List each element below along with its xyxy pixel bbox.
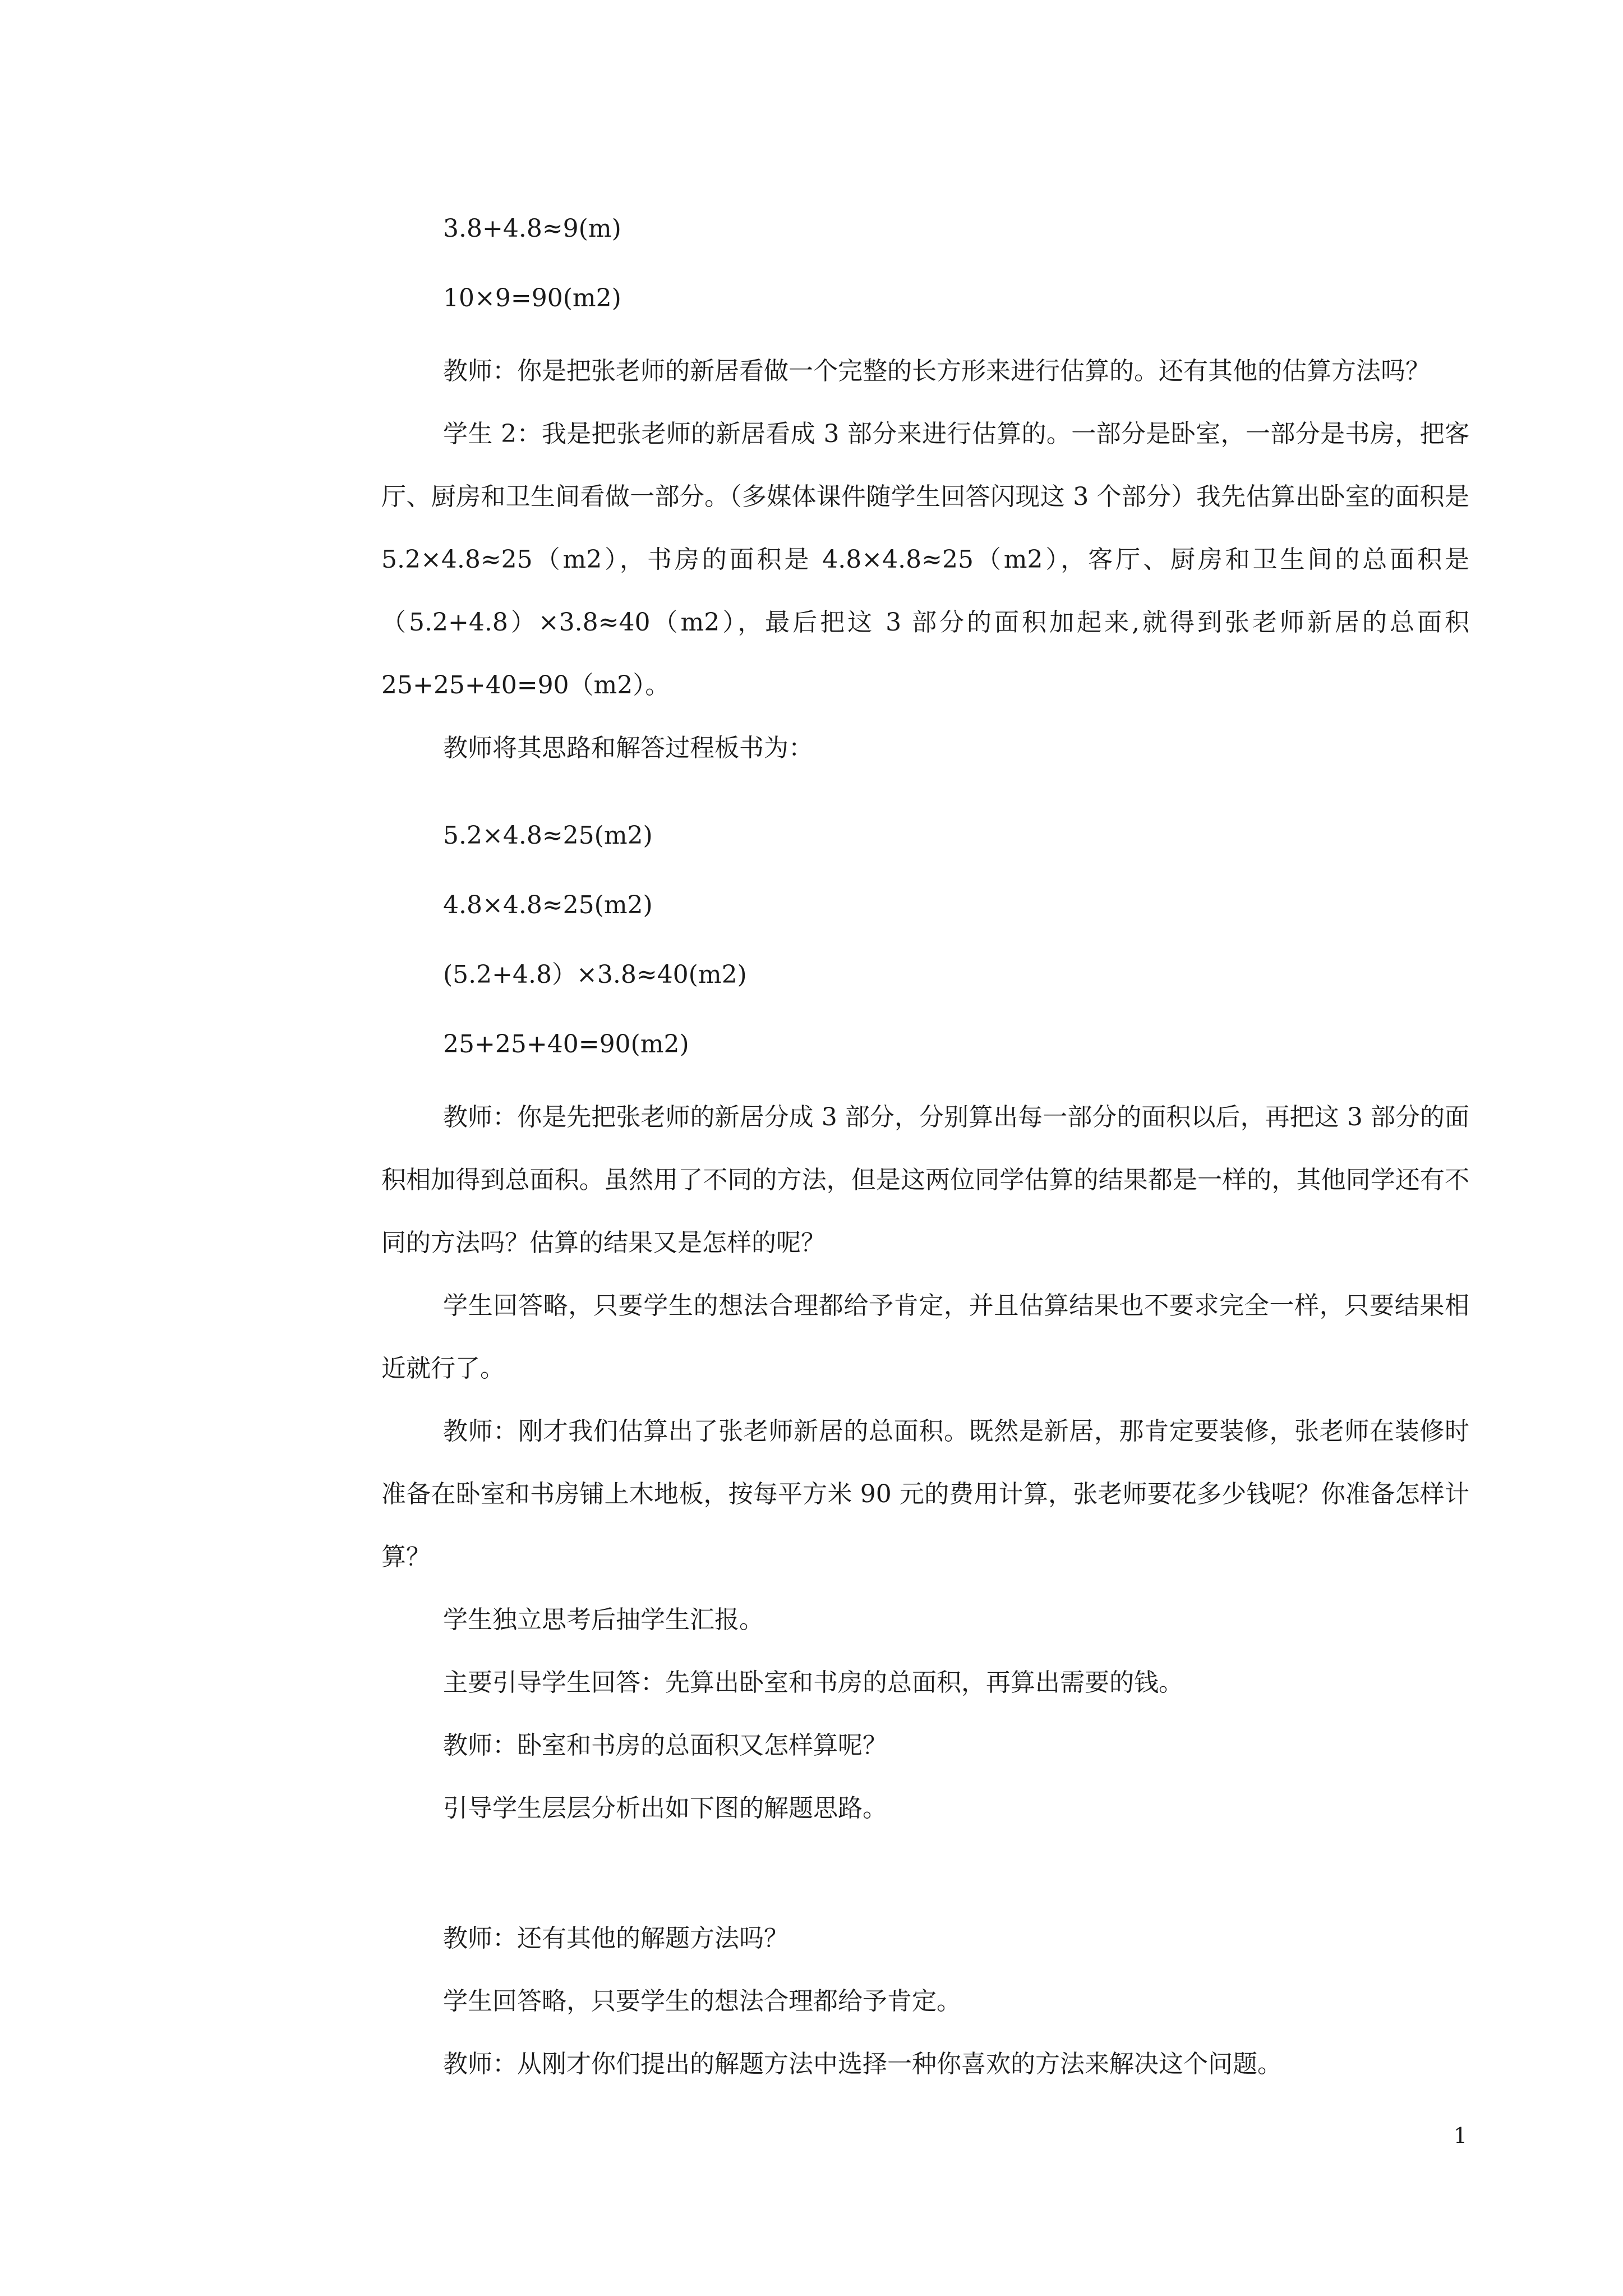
paragraph: 教师：还有其他的解题方法吗？	[443, 1924, 789, 1953]
paragraph: 学生独立思考后抽学生汇报。	[443, 1605, 764, 1634]
formula-block-1	[381, 212, 1469, 315]
formula-block-2	[381, 819, 1469, 1061]
paragraph: 主要引导学生回答：先算出卧室和书房的总面积，再算出需要的钱。	[443, 1668, 1183, 1697]
page-number: 1	[1453, 2123, 1467, 2148]
paragraph: 教师：你是把张老师的新居看做一个完整的长方形来进行估算的。还有其他的估算方法吗？	[443, 357, 1430, 385]
paragraph: 引导学生层层分析出如下图的解题思路。	[443, 1794, 887, 1823]
formula-line: 4.8×4.8≈25(m2)	[443, 891, 653, 919]
document-body	[381, 212, 1469, 2096]
paragraph: 学生回答略，只要学生的想法合理都给予肯定。	[443, 1987, 961, 2016]
paragraph-block-2	[381, 1086, 1469, 1840]
paragraph-block-1	[381, 340, 1469, 780]
paragraph: 教师：刚才我们估算出了张老师新居的总面积。既然是新居，那肯定要装修，张老师在装修时准备在卧室和书房铺上木地板，按每平方米 90 元的费用计算，张老师要花多少钱呢？你准备怎样计算？	[381, 1417, 1469, 1571]
formula-line: 5.2×4.8≈25(m2)	[443, 821, 653, 850]
formula-line: 3.8+4.8≈9(m)	[443, 214, 621, 243]
paragraph: 教师：从刚才你们提出的解题方法中选择一种你喜欢的方法来解决这个问题。	[443, 2050, 1282, 2078]
formula-line: 25+25+40=90(m2)	[443, 1030, 689, 1059]
formula-line: 10×9=90(m2)	[443, 284, 621, 312]
paragraph: 学生回答略，只要学生的想法合理都给予肯定，并且估算结果也不要求完全一样，只要结果相近就行了。	[381, 1291, 1469, 1383]
formula-line: (5.2+4.8）×3.8≈40(m2)	[443, 960, 747, 989]
paragraph: 教师：你是先把张老师的新居分成 3 部分，分别算出每一部分的面积以后，再把这 3 部分的面积相加得到总面积。虽然用了不同的方法，但是这两位同学估算的结果都是一样的，其他同学还有不同的方法吗？估算的结果又是怎样的呢？	[381, 1103, 1469, 1257]
paragraph: 学生 2：我是把张老师的新居看成 3 部分来进行估算的。一部分是卧室，一部分是书房，把客厅、厨房和卫生间看做一部分。（多媒体课件随学生回答闪现这 3 个部分）我先估算出卧室的面积是 5.2×4.8≈25（m2），书房的面积是 4.8×4.8≈25（m2），客厅、厨房和卫生间的总面积是（5.2+4.8）×3.8≈40（m2），最后把这 3 部分的面积加起来,就得到张老师新居的总面积 25+25+40=90（m2）。	[381, 420, 1469, 700]
paragraph-block-3	[381, 1907, 1469, 2096]
paragraph: 教师：卧室和书房的总面积又怎样算呢？	[443, 1731, 887, 1760]
paragraph: 教师将其思路和解答过程板书为：	[443, 734, 813, 762]
